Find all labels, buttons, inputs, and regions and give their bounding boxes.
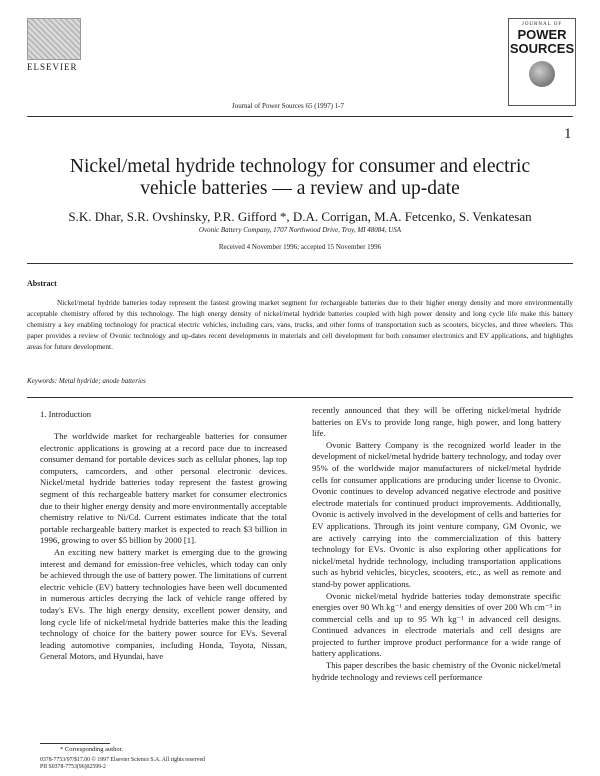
globe-icon [529,61,555,87]
header-divider [27,116,573,117]
paragraph: Ovonic nickel/metal hydride batteries today demonstrate specific energies over 90 Wh kg⁻¹ and energy densities of over 200 Wh cm⁻³ in commercial cells and up to 95 Wh kg⁻¹ in advanced cell designs. Continued advances in electrode materials and cell designs are projected to further improve product performance for a wide range of battery applications. [312,590,561,659]
left-column [40,431,287,663]
section-heading: 1. Introduction [40,409,92,419]
received-dates: Received 4 November 1996; accepted 15 November 1996 [218,243,382,251]
pii-line: PII S0378-7753(96)02599-2 [40,764,106,770]
footnote-divider [40,743,110,744]
copyright-line: 0378-7753/97/$17.00 © 1997 Elsevier Science S.A. All rights reserved [40,757,205,763]
journal-logo-line2: SOURCES [509,41,575,56]
affiliation: Ovonic Battery Company, 1707 Northwood Drive, Troy, MI 48084, USA [198,226,402,234]
journal-logo-line1: POWER [517,27,567,42]
footnote: * Corresponding author. [60,746,124,753]
paragraph: An exciting new battery market is emerging due to the growing interest and demand for emission-free vehicles, which today can only be achieved through the use of battery power. The limitations of current electric vehicle (EV) battery technologies have been well documented in numerous articles decrying the lack of vehicle range offered by today's EVs. The high energy density, excellent power density, and long cycle life of nickel/metal hydride batteries make this the leading technology of choice for the battery power source for EVs. Several leading automotive companies, including Honda, Toyota, Nissan, General Motors, and Hyundai, have [40,546,287,662]
elsevier-tree-icon [27,18,81,60]
copyright [40,757,340,771]
abstract-bottom-divider [27,397,573,398]
journal-logo [508,18,576,106]
paragraph: This paper describes the basic chemistry of the Ovonic nickel/metal hydride technology and reviews cell performance [312,660,561,682]
journal-citation: Journal of Power Sources 65 (1997) 1-7 [232,102,344,110]
right-column [312,405,561,683]
author-list: S.K. Dhar, S.R. Ovshinsky, P.R. Gifford *, D.A. Corrigan, M.A. Fetcenko, S. Venkatesan [68,209,532,224]
publisher-logo [27,18,85,76]
abstract-top-divider [27,263,573,264]
keywords: Keywords: Metal hydride; anode batteries [27,377,146,385]
abstract-heading: Abstract [27,279,57,288]
paragraph: Ovonic Battery Company is the recognized world leader in the development of nickel/metal hydride battery technology, and today over 95% of the worldwide major manufacturers of nickel/metal hydride cells for consumer applications are producing under license to Ovonic. Ovonic continues to develop advanced negative electrode and positive electrode materials for continued product improvements. Additionally, Ovonic is actively involved in the development of cells and batteries for EV applications. Through its joint venture company, GM Ovonic, we are actively carrying into the commercialization of this battery technology for EVs. Ovonic is also exploring other applications for nickel/metal hydride technology, including transportation applications such as hybrid vehicles, bicycles, scooters, etc., as well as remote and stand-by power applications. [312,439,561,589]
publisher-name: ELSEVIER [27,62,78,72]
paragraph: The worldwide market for rechargeable batteries for consumer electronic applications is growing at a record pace due to increased consumer demand for portable devices such as cellular phones, lap top computers, camcorders, and other personal electronic devices. Nickel/metal hydride batteries today represent the fastest growing segment of this rechargeable battery market for consumer electronics due to their higher energy density and more environmentally acceptable chemistry relative to Ni/Cd. Current estimates indicate that the total portable rechargeable battery market is expected to reach $3 billion in 1996, growing to over $5 billion by 2000 [1]. [40,431,287,546]
page-number: 1 [564,126,572,142]
paragraph: recently announced that they will be offering nickel/metal hydride batteries on EVs to provide long range, high power, and long battery life. [312,405,561,439]
abstract-text: Nickel/metal hydride batteries today represent the fastest growing market segment for rechargeable batteries due to their higher energy density and more environmentally acceptable chemistry offered by this technology. The high energy density of nickel/metal hydride batteries coupled with high power density and long cycle life make this battery chemistry a key enabling technology for practical electric vehicles, including cars, vans, trucks, and other forms of transportation such as scooters, bicycles, and three wheelers. This paper provides a review of Ovonic technology and up-dates recent developments in materials and cell development for both consumer electronics and EV applications, and highlights areas for future development. [27,298,573,351]
article-title: Nickel/metal hydride technology for consumer and electric vehicle batteries — a review and up-date [69,156,531,199]
journal-logo-top: JOURNAL OF [521,22,563,27]
